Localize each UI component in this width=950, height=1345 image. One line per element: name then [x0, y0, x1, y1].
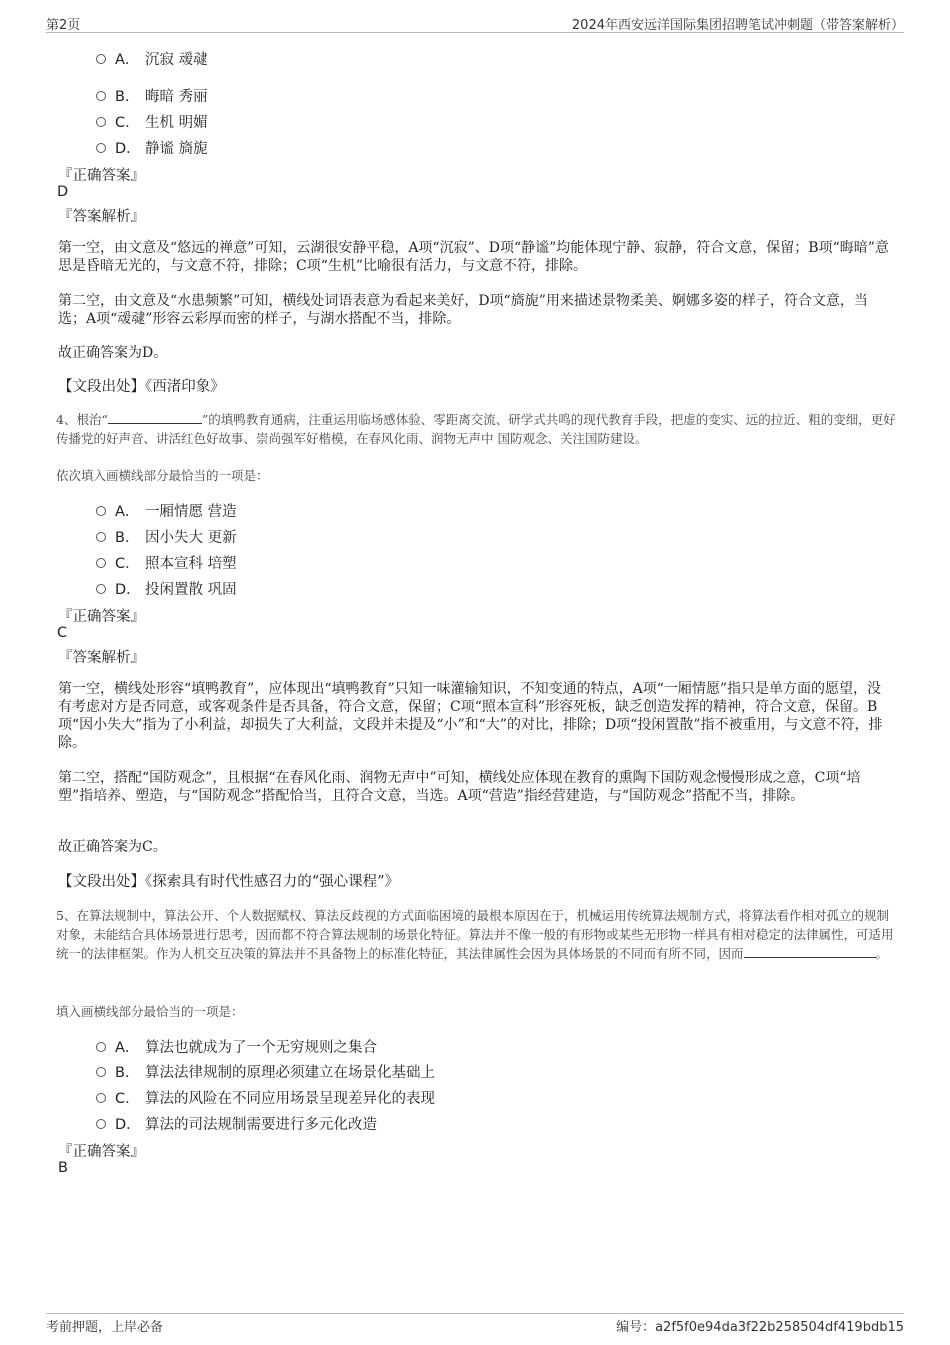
- q5-option-a[interactable]: [96, 1036, 377, 1058]
- q4-answer: C: [57, 625, 68, 641]
- q3-conclusion: 故正确答案为D。: [58, 345, 168, 361]
- option-text: 照本宣科 培塑: [145, 556, 237, 572]
- option-letter: B．: [115, 1065, 140, 1081]
- page-header: [46, 12, 904, 33]
- radio-icon[interactable]: [96, 1067, 106, 1077]
- q5-option-c[interactable]: [96, 1087, 435, 1109]
- q3-answer: D: [57, 184, 69, 200]
- option-letter: A．: [115, 504, 140, 520]
- radio-icon[interactable]: [96, 1042, 106, 1052]
- q4-conclusion: 故正确答案为C。: [58, 839, 167, 855]
- option-text: 算法也就成为了一个无穷规则之集合: [145, 1040, 377, 1056]
- answer-blank: [108, 411, 202, 424]
- document-id: 编号：a2f5f0e94da3f22b258504df419bdb15: [616, 1320, 904, 1335]
- option-text: 静谧 旖旎: [145, 141, 208, 157]
- q4-stem: [56, 410, 898, 448]
- q3-option-b[interactable]: [96, 85, 208, 107]
- document-title: 2024年西安远洋国际集团招聘笔试冲刺题（带答案解析）: [571, 18, 904, 33]
- radio-icon[interactable]: [96, 143, 106, 153]
- q5-stem: [56, 906, 898, 963]
- q3-answer-label: 『正确答案』: [58, 168, 145, 184]
- q4-option-b[interactable]: [96, 526, 237, 548]
- q3-analysis-paragraph-2: 第二空，由文意及“水患频繁”可知，横线处词语表意为看起来美好，D项“旖旎”用来描述景物柔美、婀娜多姿的样子，符合文意，当选；A项“叆叇”形容云彩厚而密的样子，与湖水搭配不当，排除。: [58, 293, 868, 327]
- q4-analysis-paragraph-1: 第一空，横线处形容“填鸭教育”，应体现出“填鸭教育”只知一味灌输知识，不知变通的特点，A项“一厢情愿”指只是单方面的愿望，没有考虑对方是否同意，或客观条件是否具备，符合文意，保留；C项“照本宣科”形容死板，缺乏创造发挥的精神，符合文意，保留。B项“因小失大”指为了小利益，却损失了大利益，文段并未提及“小”和“大”的对比，排除；D项“投闲置散”指不被重用，与文意不符，排除。: [58, 681, 883, 751]
- footer-slogan: 考前押题，上岸必备: [46, 1320, 164, 1335]
- radio-icon[interactable]: [96, 584, 106, 594]
- radio-icon[interactable]: [96, 91, 106, 101]
- q4-analysis-paragraph-2: 第二空，搭配“国防观念”，且根据“在春风化雨、润物无声中”可知，横线处应体现在教育的熏陶下国防观念慢慢形成之意，C项“培塑”指培养、塑造，与“国防观念”搭配恰当，且符合文意，当选。A项“营造”指经营建造，与“国防观念”搭配不当，排除。: [58, 770, 861, 804]
- q4-stem-rest: ”的填鸭教育通病，注重运用临场感体验、零距离交流、研学式共鸣的现代教育手段，把虚的变实、远的拉近、粗的变细，更好传播党的好声音、讲活红色好故事、崇尚强军好楷模，在春风化雨、润物无声中 国防观念、关注国防建设。: [56, 412, 896, 446]
- option-text: 一厢情愿 营造: [145, 504, 237, 520]
- radio-icon[interactable]: [96, 117, 106, 127]
- option-text: 晦暗 秀丽: [145, 89, 208, 105]
- radio-icon[interactable]: [96, 532, 106, 542]
- q4-option-d[interactable]: [96, 578, 237, 600]
- q5-option-d[interactable]: [96, 1113, 377, 1135]
- option-letter: A．: [115, 1040, 140, 1056]
- q3-analysis-paragraph-1: 第一空，由文意及“悠远的禅意”可知，云湖很安静平稳，A项“沉寂”、D项“静谧”均能体现宁静、寂静，符合文意，保留；B项“晦暗”意思是昏暗无光的，与文意不符，排除；C项“生机”比喻很有活力，与文意不符，排除。: [58, 240, 889, 274]
- option-letter: C．: [115, 556, 140, 572]
- q3-source: 【文段出处】《西渚印象》: [58, 379, 225, 395]
- option-letter: A．: [115, 52, 140, 68]
- option-letter: D．: [115, 582, 141, 598]
- q4-answer-label: 『正确答案』: [58, 609, 145, 625]
- q3-option-a[interactable]: [96, 48, 208, 70]
- q5-option-b[interactable]: [96, 1061, 435, 1083]
- option-text: 因小失大 更新: [145, 530, 237, 546]
- q5-stem-main: 5、在算法规制中，算法公开、个人数据赋权、算法反歧视的方式面临困境的最根本原因在于，机械运用传统算法规制方式，将算法看作相对孤立的规制对象，未能结合具体场景进行思考，因而都不符合算法规制的场景化特征。算法并不像一般的有形物或某些无形物一样具有相对稳定的法律属性，可适用统一的法律框架。作为人机交互决策的算法并不具备物上的标准化特征，其法律属性会因为具体场景的不同而有所不同，: [56, 908, 894, 961]
- option-letter: D．: [115, 1117, 141, 1133]
- q3-option-c[interactable]: [96, 111, 208, 133]
- q5-answer-label: 『正确答案』: [58, 1144, 145, 1160]
- option-text: 沉寂 叆叇: [145, 52, 208, 68]
- option-letter: B．: [115, 89, 140, 105]
- option-letter: C．: [115, 115, 140, 131]
- option-letter: B．: [115, 530, 140, 546]
- answer-blank: [744, 945, 876, 958]
- q4-source: 【文段出处】《探索具有时代性感召力的“强心课程”》: [58, 874, 400, 890]
- q5-answer: B: [58, 1160, 68, 1176]
- radio-icon[interactable]: [96, 558, 106, 568]
- radio-icon[interactable]: [96, 1119, 106, 1129]
- option-text: 算法的风险在不同应用场景呈现差异化的表现: [145, 1091, 435, 1107]
- option-letter: D．: [115, 141, 141, 157]
- radio-icon[interactable]: [96, 54, 106, 64]
- q3-analysis-label: 『答案解析』: [58, 209, 145, 225]
- option-text: 算法法律规制的原理必须建立在场景化基础上: [145, 1065, 435, 1081]
- q5-instruction: 填入画横线部分最恰当的一项是：: [56, 1004, 244, 1019]
- page-footer: [46, 1313, 904, 1335]
- radio-icon[interactable]: [96, 506, 106, 516]
- q4-option-a[interactable]: [96, 500, 237, 522]
- option-text: 生机 明媚: [145, 115, 208, 131]
- option-text: 投闲置散 巩固: [145, 582, 237, 598]
- q5-stem-tail-prefix: 因而: [718, 946, 744, 961]
- q5-stem-tail-suffix: 。: [875, 946, 889, 961]
- option-letter: C．: [115, 1091, 140, 1107]
- q3-option-d[interactable]: [96, 137, 208, 159]
- q4-option-c[interactable]: [96, 552, 237, 574]
- q4-instruction: 依次填入画横线部分最恰当的一项是：: [56, 468, 269, 483]
- page-number: 第2页: [46, 18, 81, 33]
- q4-stem-prefix: 4、根治“: [56, 412, 108, 427]
- option-text: 算法的司法规制需要进行多元化改造: [145, 1117, 377, 1133]
- radio-icon[interactable]: [96, 1093, 106, 1103]
- q4-analysis-label: 『答案解析』: [58, 650, 145, 666]
